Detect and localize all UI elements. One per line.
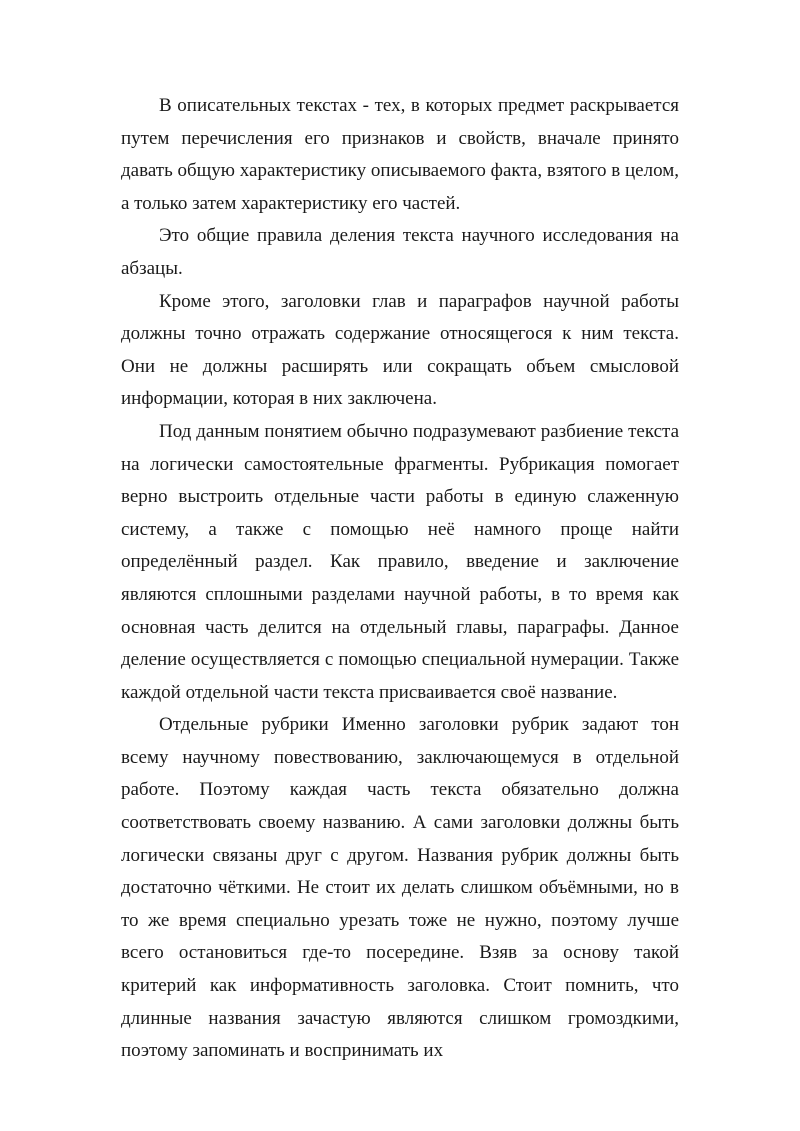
paragraph-general-rules: Это общие правила деления текста научного исследования на абзацы. xyxy=(121,225,679,279)
document-body xyxy=(121,90,679,1068)
paragraph-descriptive-texts: В описательных текстах - тех, в которых предмет раскрывается путем перечисления его признаков и свойств, вначале принято давать общую характеристику описываемого факта, взятого в целом, а только затем характеристику его частей. xyxy=(121,95,679,214)
paragraph-rubrication: Под данным понятием обычно подразумевают разбиение текста на логически самостоятельные фрагменты. Рубрикация помогает верно выстроить отдельные части работы в единую слаженную систему, а также с помощью неё намного проще найти определённый раздел. Как правило, введение и заключение являются сплошными разделами научной работы, в то время как основная часть делится на отдельный главы, параграфы. Данное деление осуществляется с помощью специальной нумерации. Также каждой отдельной части текста присваивается своё название. xyxy=(121,420,679,703)
paragraph-separate-rubrics: Отдельные рубрики Именно заголовки рубрик задают тон всему научному повествованию, заключающемуся в отдельной работе. Поэтому каждая часть текста обязательно должна соответствовать своему названию. А сами заголовки должны быть логически связаны друг с другом. Названия рубрик должны быть достаточно чёткими. Не стоит их делать слишком объёмными, но в то же время специально урезать тоже не нужно, поэтому лучше всего остановиться где-то посередине. Взяв за основу такой критерий как информативность заголовка. Стоит помнить, что длинные названия зачастую являются слишком громоздкими, поэтому запоминать и воспринимать их xyxy=(121,714,679,1062)
paragraph-chapter-headings: Кроме этого, заголовки глав и параграфов научной работы должны точно отражать содержание относящегося к ним текста. Они не должны расширять или сокращать объем смысловой информации, которая в них заключена. xyxy=(121,290,679,410)
